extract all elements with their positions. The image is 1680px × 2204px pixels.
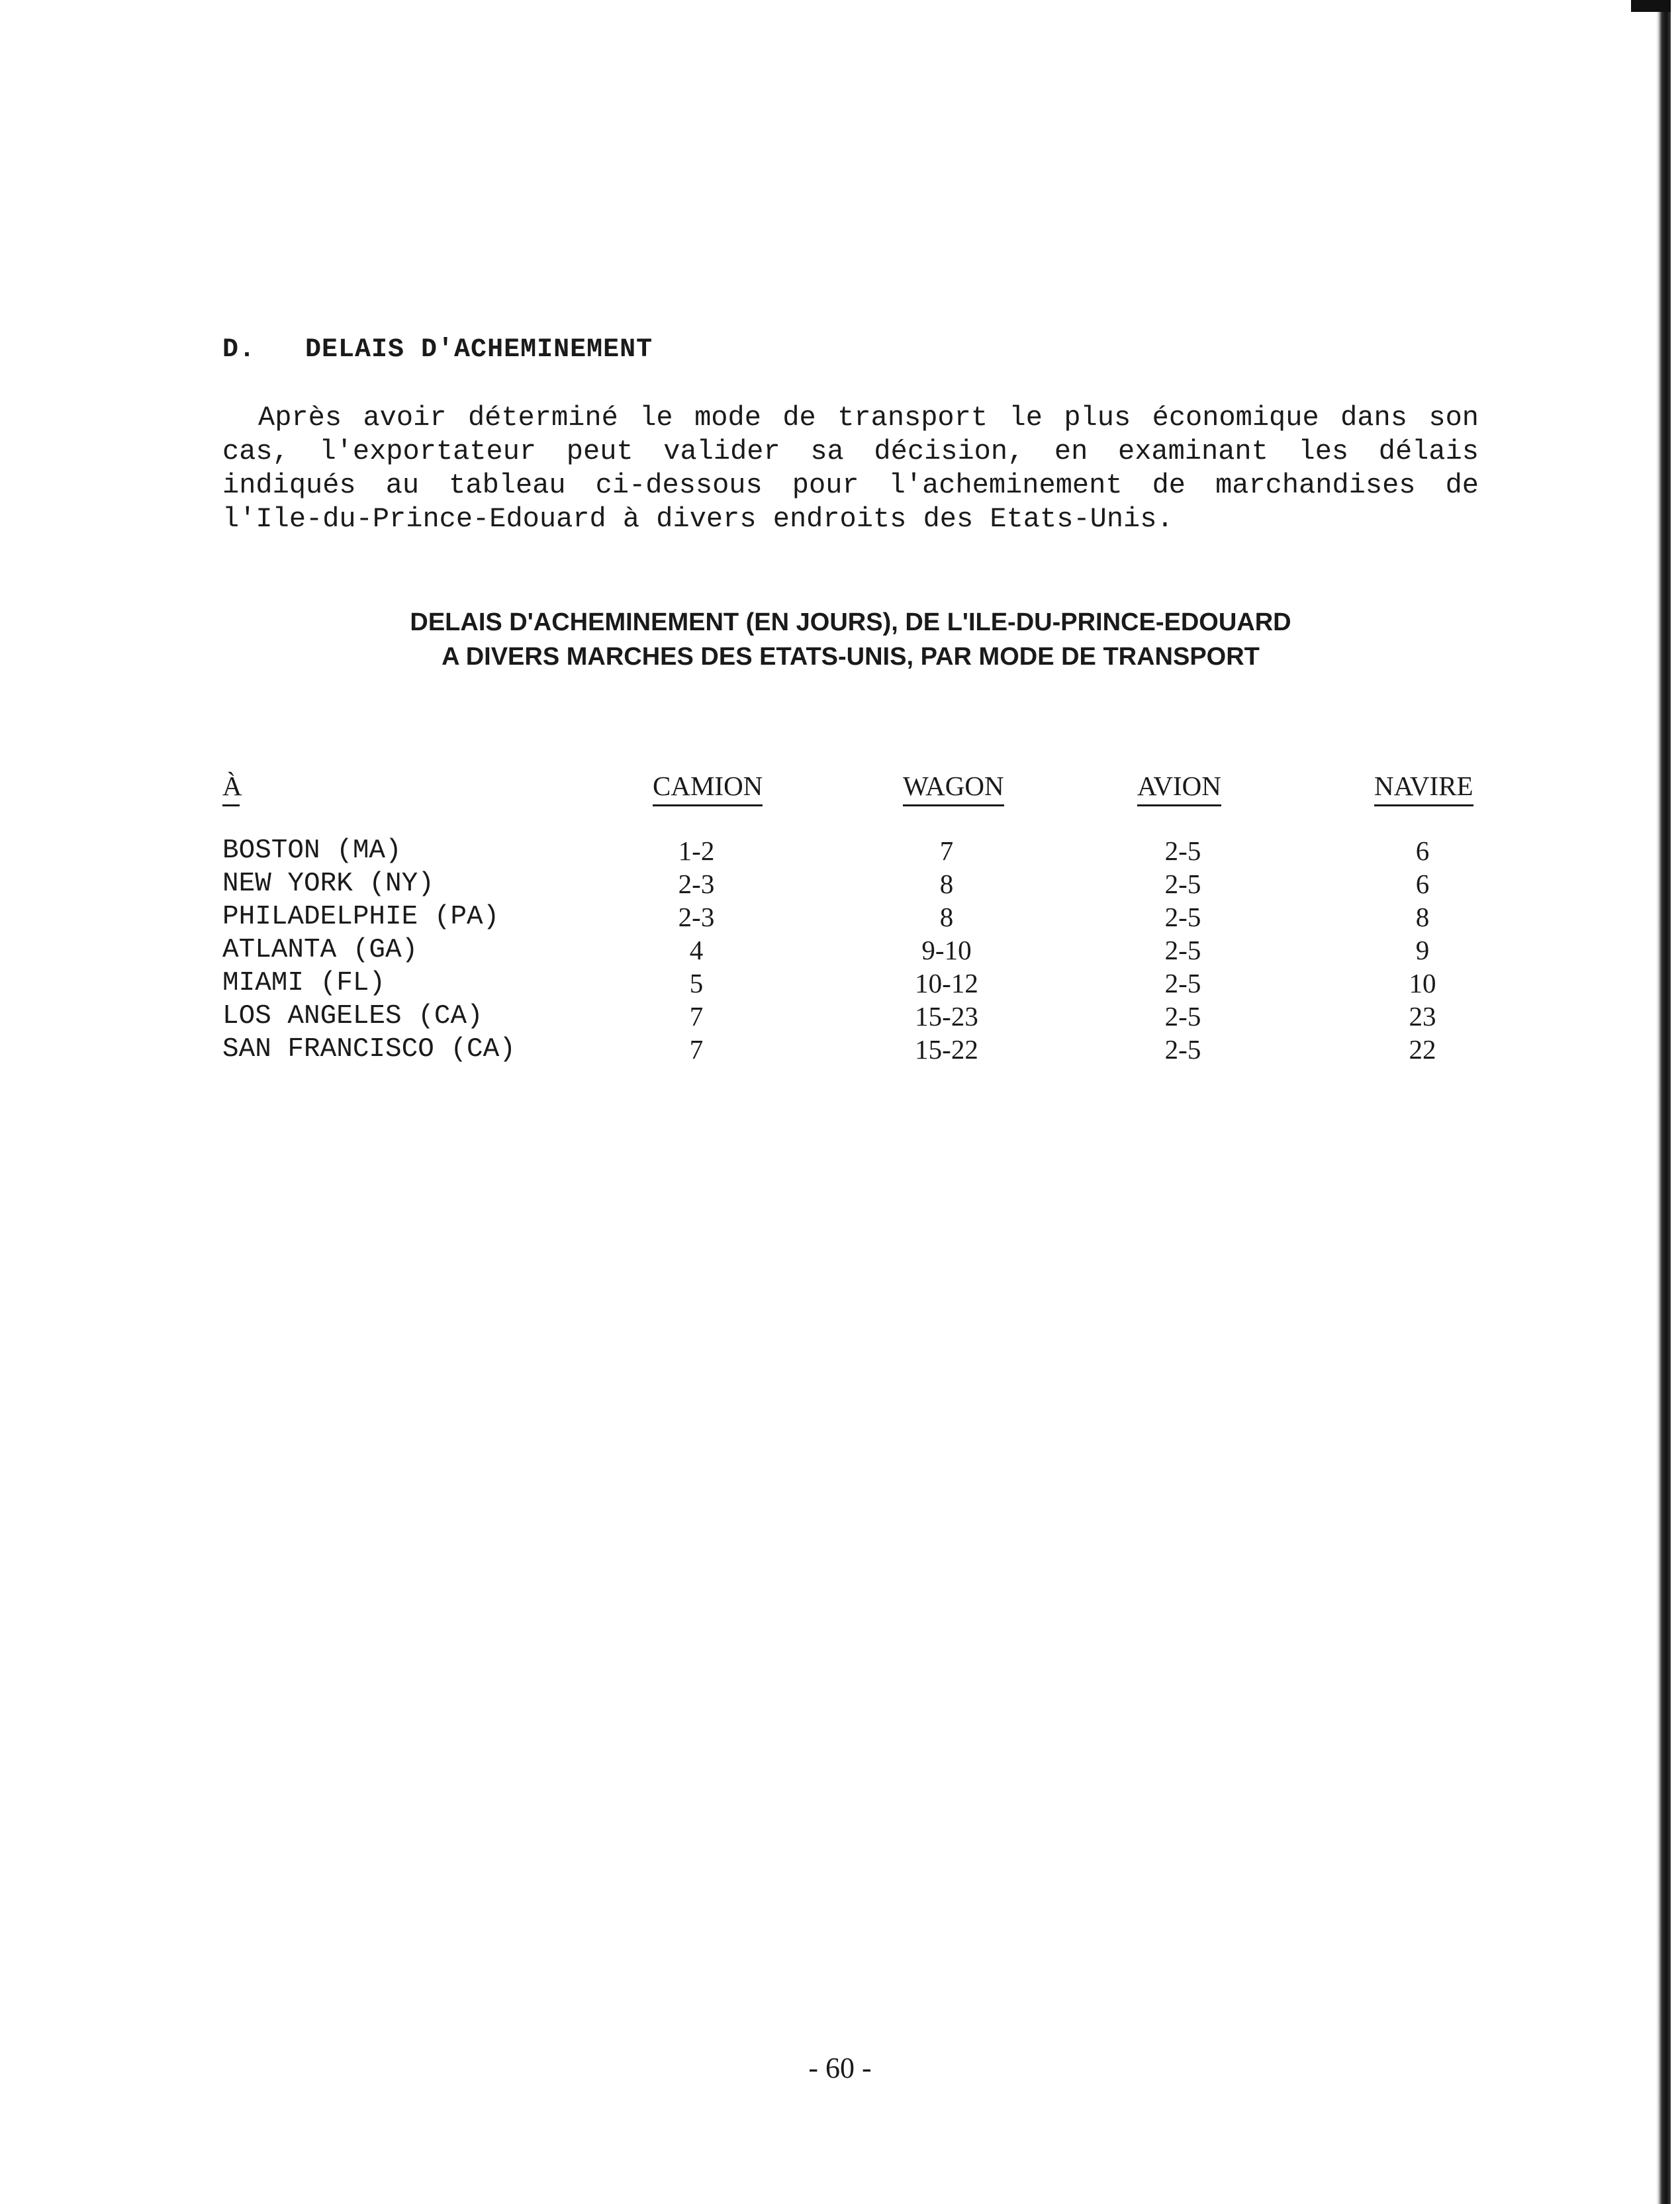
column-header-navire: NAVIRE — [1374, 770, 1473, 806]
wagon-cell: 8 — [939, 902, 954, 932]
wagon-cell: 8 — [939, 869, 954, 899]
navire-cell: 22 — [1409, 1034, 1436, 1065]
camion-cell: 1-2 — [678, 836, 715, 866]
paragraph-line: l'Ile-du-Prince-Edouard à divers endroits des Etats-Unis. — [222, 503, 1174, 535]
wagon-cell: 7 — [939, 836, 954, 866]
table-row — [222, 1033, 1479, 1067]
wagon-cell: 9-10 — [921, 935, 972, 965]
table-row — [222, 934, 1479, 967]
column-header-avion: AVION — [1137, 770, 1221, 806]
navire-cell: 9 — [1415, 935, 1430, 965]
table-row — [222, 1000, 1479, 1033]
intro-paragraph — [222, 401, 1479, 536]
navire-cell: 23 — [1409, 1001, 1436, 1031]
paragraph-line: cas, l'exportateur peut valider sa décision, en examinant les délais — [222, 436, 1479, 467]
camion-cell: 7 — [689, 1001, 704, 1031]
navire-cell: 6 — [1415, 869, 1430, 899]
avion-cell: 2-5 — [1164, 902, 1201, 932]
destination-cell: NEW YORK (NY) — [222, 869, 434, 899]
table-row — [222, 900, 1479, 934]
avion-cell: 2-5 — [1164, 968, 1201, 998]
table-title-line-1: DELAIS D'ACHEMINEMENT (EN JOURS), DE L'ILE-DU-PRINCE-EDOUARD — [410, 608, 1291, 636]
paragraph-line: Après avoir déterminé le mode de transport le plus économique dans son — [258, 402, 1479, 434]
destination-cell: PHILADELPHIE (PA) — [222, 902, 500, 932]
table-title — [222, 605, 1479, 674]
navire-cell: 8 — [1415, 902, 1430, 932]
table-row — [222, 834, 1479, 868]
page-edge-cap — [1631, 0, 1671, 12]
table-row — [222, 967, 1479, 1000]
transit-times-table — [222, 770, 1479, 1075]
page-edge-border — [1656, 0, 1671, 2204]
camion-cell: 5 — [689, 968, 704, 998]
page-number: - 60 - — [808, 2052, 872, 2084]
paragraph-line: indiqués au tableau ci-dessous pour l'acheminement de marchandises de — [222, 469, 1479, 501]
navire-cell: 6 — [1415, 836, 1430, 866]
navire-cell: 10 — [1409, 968, 1436, 998]
avion-cell: 2-5 — [1164, 869, 1201, 899]
avion-cell: 2-5 — [1164, 1034, 1201, 1065]
table-row — [222, 867, 1479, 901]
avion-cell: 2-5 — [1164, 836, 1201, 866]
camion-cell: 2-3 — [678, 902, 715, 932]
camion-cell: 7 — [689, 1034, 704, 1065]
column-header-wagon: WAGON — [903, 770, 1004, 806]
wagon-cell: 15-22 — [915, 1034, 978, 1065]
camion-cell: 4 — [689, 935, 704, 965]
wagon-cell: 10-12 — [915, 968, 978, 998]
table-title-line-2: A DIVERS MARCHES DES ETATS-UNIS, PAR MODE DE TRANSPORT — [442, 643, 1260, 671]
column-header-destination: À — [222, 770, 242, 806]
destination-cell: SAN FRANCISCO (CA) — [222, 1034, 516, 1065]
avion-cell: 2-5 — [1164, 1001, 1201, 1031]
avion-cell: 2-5 — [1164, 935, 1201, 965]
camion-cell: 2-3 — [678, 869, 715, 899]
column-header-camion: CAMION — [653, 770, 763, 806]
destination-cell: ATLANTA (GA) — [222, 935, 418, 965]
section-heading: D. DELAIS D'ACHEMINEMENT — [222, 335, 653, 365]
wagon-cell: 15-23 — [915, 1001, 978, 1031]
destination-cell: BOSTON (MA) — [222, 836, 402, 866]
destination-cell: MIAMI (FL) — [222, 968, 386, 998]
destination-cell: LOS ANGELES (CA) — [222, 1001, 483, 1031]
